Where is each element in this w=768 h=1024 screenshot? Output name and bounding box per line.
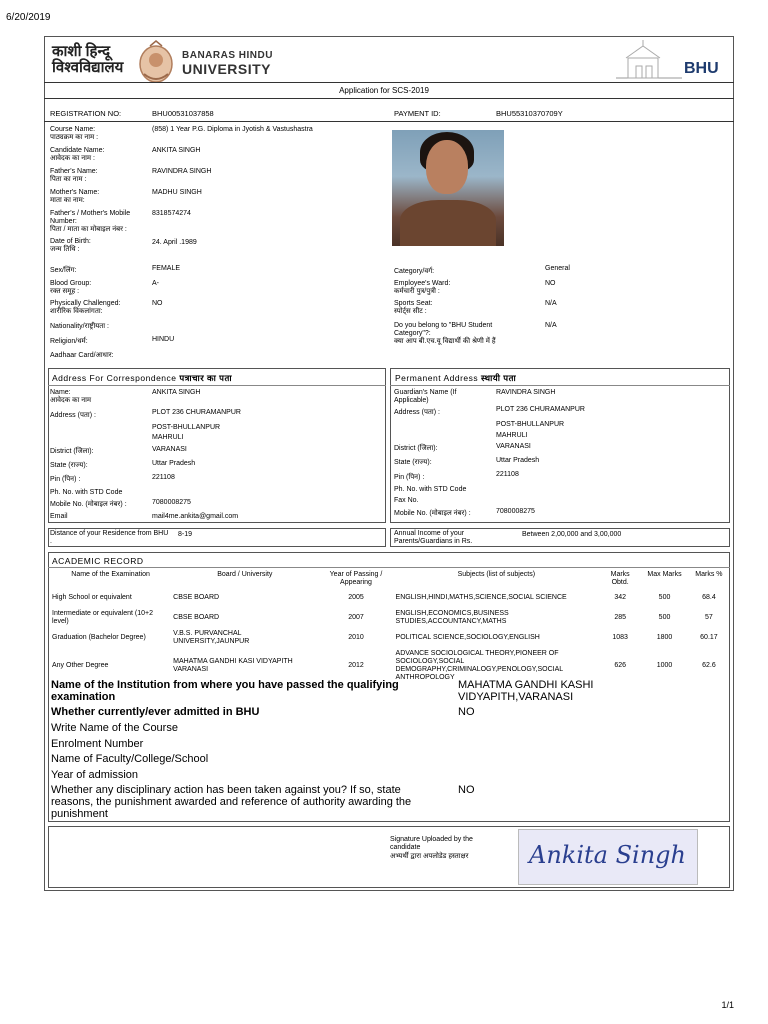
- income-label: Annual Income of your Parents/Guardians in Rs.: [394, 530, 473, 545]
- corr-state-label: State (राज्य):: [50, 462, 88, 469]
- perm-fax-label: Fax No.: [394, 497, 419, 504]
- dob-value: 24. April .1989: [152, 239, 197, 246]
- corr-state-value: Uttar Pradesh: [152, 460, 196, 467]
- obtained-cell: 342: [614, 594, 626, 601]
- signature-image: [518, 829, 698, 885]
- col-board: Board / University: [217, 571, 273, 578]
- percent-cell: 60.17: [700, 634, 718, 641]
- perm-address-line3: MAHRULI: [496, 432, 528, 439]
- mother-value: MADHU SINGH: [152, 189, 202, 196]
- bhu-right-logo: [612, 38, 732, 82]
- academic-header-row: [50, 570, 730, 588]
- obtained-cell: 626: [614, 662, 626, 669]
- corr-mobile-label: Mobile No. (मोबाइल नंबर) :: [50, 501, 127, 508]
- category-label: Category/वर्ग:: [394, 268, 435, 275]
- registration-label: REGISTRATION NO:: [50, 109, 122, 118]
- corr-district-value: VARANASI: [152, 446, 187, 453]
- obtained-cell: 1083: [612, 634, 628, 641]
- admitted-label: Whether currently/ever admitted in BHU: [51, 706, 260, 718]
- col-subjects: Subjects (list of subjects): [457, 571, 536, 578]
- perm-address-line1: PLOT 236 CHURAMANPUR: [496, 406, 585, 413]
- col-max: Max Marks: [647, 571, 682, 578]
- col-percent: Marks %: [695, 571, 723, 578]
- exam-cell: Intermediate or equivalent (10+2 level): [52, 610, 153, 625]
- dob-label: Date of Birth: जन्म तिथि :: [50, 238, 91, 253]
- course-name-label: Write Name of the Course: [51, 722, 178, 734]
- distance-label: Distance of your Residence from BHU .: [50, 530, 169, 545]
- disciplinary-value: NO: [458, 784, 475, 796]
- disciplinary-label: Whether any disciplinary action has been taken against you? If so, state reasons, the punishment awarded and reference of authority awarding the punishment: [51, 784, 412, 820]
- perm-district-label: District (जिला):: [394, 445, 438, 452]
- percent-cell: 62.6: [702, 662, 716, 669]
- correspondence-title: Address For Correspondence पत्राचार का पता: [52, 373, 233, 383]
- mother-label: Mother's Name: माता का नाम:: [50, 189, 100, 204]
- year-cell: 2010: [348, 634, 364, 641]
- corr-address-line3: MAHRULI: [152, 434, 184, 441]
- course-value: (858) 1 Year P.G. Diploma in Jyotish & Vastushastra: [152, 126, 313, 133]
- faculty-label: Name of Faculty/College/School: [51, 753, 209, 765]
- logo-en-line2: UNIVERSITY: [182, 61, 272, 77]
- logo-hindi-line2: विश्वविद्यालय: [52, 59, 124, 76]
- corr-email-value[interactable]: mail4me.ankita@gmail.com: [152, 513, 239, 520]
- blood-value: A-: [152, 280, 159, 287]
- corr-address-line2: POST-BHULLANPUR: [152, 424, 221, 431]
- percent-cell: 68.4: [702, 594, 716, 601]
- logo-right-text: BHU: [684, 60, 719, 77]
- board-cell: V.B.S. PURVANCHAL UNIVERSITY,JAUNPUR: [173, 630, 250, 645]
- sports-value: N/A: [545, 300, 557, 307]
- subjects-cell: ENGLISH,ECONOMICS,BUSINESS STUDIES,ACCOUNTANCY,MATHS: [395, 610, 509, 625]
- registration-value: BHU00531037858: [152, 109, 214, 118]
- subjects-cell: POLITICAL SCIENCE,SOCIOLOGY,ENGLISH: [395, 634, 540, 641]
- max-cell: 1800: [656, 634, 673, 641]
- year-cell: 2007: [348, 614, 364, 621]
- perm-address-line2: POST-BHULLANPUR: [496, 421, 565, 428]
- income-value: Between 2,00,000 and 3,00,000: [522, 531, 622, 538]
- perm-guardian-label: Guardian's Name (If Applicable): [394, 389, 457, 404]
- logo-en-line1: BANARAS HINDU: [182, 50, 273, 61]
- corr-pin-value: 221108: [152, 474, 175, 481]
- candidate-label: Candidate Name: आवेदक का नाम :: [50, 147, 105, 162]
- exam-cell: High School or equivalent: [52, 594, 132, 601]
- sex-label: Sex/लिंग:: [50, 267, 77, 274]
- corr-email-label: Email: [50, 513, 68, 520]
- payment-value: BHU55310370709Y: [496, 109, 563, 118]
- table-row: [50, 588, 730, 608]
- subjects-cell: ENGLISH,HINDI,MATHS,SCIENCE,SOCIAL SCIENCE: [395, 594, 567, 601]
- percent-cell: 57: [705, 614, 713, 621]
- subjects-cell: ADVANCE SOCIOLOGICAL THEORY,PIONEER OF SOCIOLOGY,SOCIAL DEMOGRAPHY,CRIMINALOGY,PENOLOGY,SOCIAL ANTHROPOLOGY: [395, 650, 563, 681]
- academic-title: ACADEMIC RECORD: [52, 556, 144, 566]
- max-cell: 1000: [656, 662, 673, 669]
- perm-state-value: Uttar Pradesh: [496, 457, 540, 464]
- corr-name-value: ANKITA SINGH: [152, 389, 201, 396]
- page-number: 1/1: [721, 1000, 734, 1010]
- employee-value: NO: [545, 280, 556, 287]
- distance-value: 8-19: [178, 531, 193, 538]
- signature-text: Ankita Singh: [529, 841, 686, 869]
- parent-mobile-label: Father's / Mother's Mobile Number: पिता / माता का मोबाइल नंबर :: [50, 210, 131, 233]
- sports-label: Sports Seat: स्पोर्ट्स सीट :: [394, 300, 433, 315]
- corr-address-label: Address (पता) :: [50, 412, 96, 419]
- ph-value: NO: [152, 300, 163, 307]
- logo-hindi-line1: काशी हिन्दू: [52, 43, 111, 60]
- father-value: RAVINDRA SINGH: [152, 168, 212, 175]
- employee-label: Employee's Ward: कर्मचारी पुत्र/पुत्री :: [394, 280, 451, 295]
- perm-guardian-value: RAVINDRA SINGH: [496, 389, 556, 396]
- father-label: Father's Name: पिता का नाम :: [50, 168, 98, 183]
- print-date: 6/20/2019: [6, 12, 51, 23]
- blood-label: Blood Group: रक्त समूह :: [50, 280, 92, 295]
- perm-district-value: VARANASI: [496, 443, 531, 450]
- table-row: [50, 628, 730, 648]
- exam-cell: Any Other Degree: [52, 662, 109, 669]
- candidate-value: ANKITA SINGH: [152, 147, 201, 154]
- corr-phone-label: Ph. No. with STD Code: [50, 489, 123, 496]
- perm-state-label: State (राज्य):: [394, 459, 432, 466]
- board-cell: CBSE BOARD: [173, 614, 220, 621]
- obtained-cell: 285: [614, 614, 626, 621]
- bhu-student-value: N/A: [545, 322, 557, 329]
- form-title: Application for SCS-2019: [339, 86, 429, 95]
- exam-cell: Graduation (Bachelor Degree): [52, 634, 146, 641]
- col-obtained: Marks Obtd.: [610, 571, 630, 586]
- nationality-label: Nationality/राष्ट्रीयता :: [50, 323, 109, 330]
- admitted-value: NO: [458, 706, 475, 718]
- corr-name-label: Name: आवेदक का नाम: [50, 389, 92, 404]
- perm-mobile-label: Mobile No. (मोबाइल नंबर) :: [394, 510, 471, 517]
- enrolment-label: Enrolment Number: [51, 738, 144, 750]
- category-value: General: [545, 265, 570, 272]
- perm-address-label: Address (पता) :: [394, 409, 440, 416]
- perm-mobile-value: 7080008275: [496, 508, 535, 515]
- religion-value: HINDU: [152, 336, 175, 343]
- bhu-student-label: Do you belong to "BHU Student Category"?: क्या आप बी.एच.यू विद्यार्थी की श्रेणी में हैं: [394, 322, 496, 345]
- aadhaar-label: Aadhaar Card/आधार:: [50, 352, 114, 359]
- board-cell: CBSE BOARD: [173, 594, 220, 601]
- sex-value: FEMALE: [152, 265, 181, 272]
- emblem-icon: [136, 40, 176, 84]
- institution-value: MAHATMA GANDHI KASHI VIDYAPITH,VARANASI: [458, 679, 594, 703]
- max-cell: 500: [658, 614, 671, 621]
- bhu-logo: [50, 40, 290, 84]
- perm-phone-label: Ph. No. with STD Code: [394, 486, 467, 493]
- permanent-title: Permanent Address स्थायी पता: [395, 373, 517, 383]
- perm-pin-value: 221108: [496, 471, 519, 478]
- institution-label: Name of the Institution from where you have passed the qualifying examination: [51, 679, 399, 703]
- signature-label: Signature Uploaded by the candidate: [390, 836, 473, 851]
- course-label: Course Name: पाठ्यक्रम का नाम :: [50, 126, 99, 141]
- payment-label: PAYMENT ID:: [394, 109, 441, 118]
- religion-label: Religion/धर्म:: [50, 338, 88, 345]
- parent-mobile-value: 8318574274: [152, 210, 191, 217]
- corr-mobile-value: 7080008275: [152, 499, 191, 506]
- table-row: [50, 608, 730, 628]
- temple-icon: [612, 38, 684, 82]
- corr-pin-label: Pin (पिन) :: [50, 476, 81, 483]
- col-year: Year of Passing / Appearing: [329, 571, 383, 586]
- col-exam: Name of the Examination: [71, 571, 150, 578]
- year-cell: 2005: [348, 594, 364, 601]
- academic-table: [50, 570, 730, 684]
- admission-year-label: Year of admission: [51, 769, 139, 781]
- max-cell: 500: [658, 594, 671, 601]
- corr-address-line1: PLOT 236 CHURAMANPUR: [152, 409, 241, 416]
- board-cell: MAHATMA GANDHI KASI VIDYAPITH VARANASI: [173, 658, 293, 673]
- candidate-photo: [392, 130, 504, 246]
- signature-label-hi: अभ्यर्थी द्वारा अपलोडेड हस्ताक्षर: [390, 853, 469, 860]
- perm-pin-label: Pin (पिन) :: [394, 474, 425, 481]
- ph-label: Physically Challenged: शारीरिक विकलांगता:: [50, 300, 121, 315]
- year-cell: 2012: [348, 662, 364, 669]
- corr-district-label: District (जिला):: [50, 448, 94, 455]
